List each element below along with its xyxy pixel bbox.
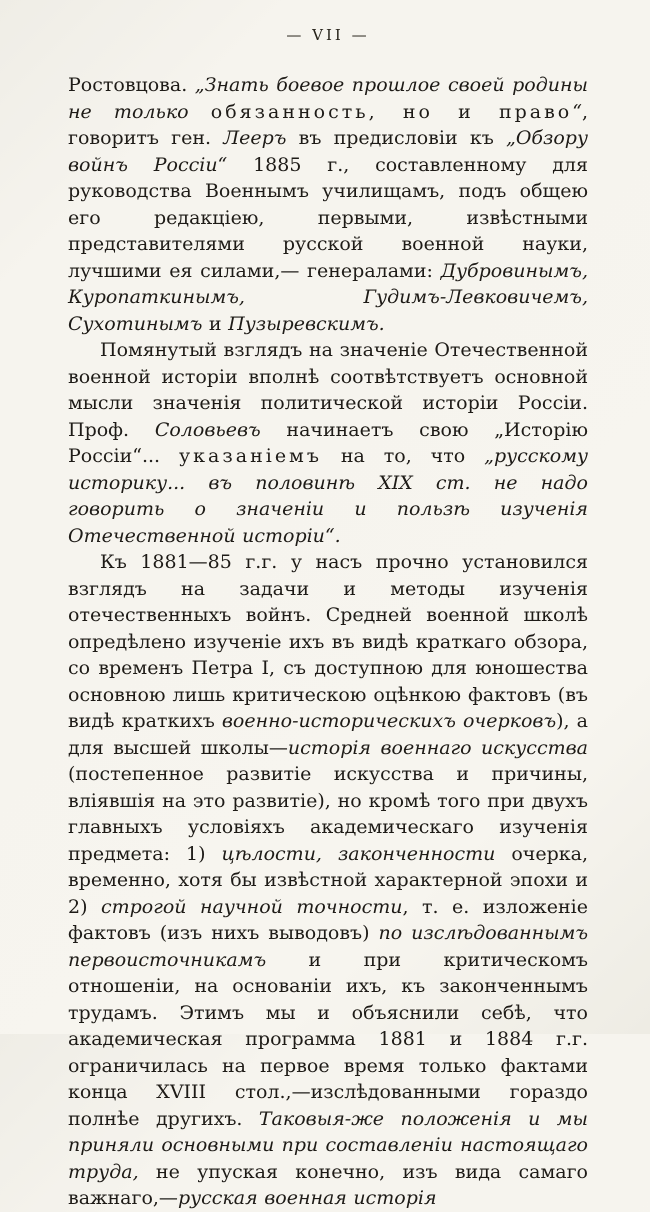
italic-run: цѣлости, законченности [221, 842, 496, 865]
italic-run: Таковыя-же положенія и мы приняли основными при составленіи настоящаго труда, [68, 1107, 588, 1183]
italic-run: “ [572, 100, 582, 123]
text-run: и [202, 312, 229, 335]
letterspaced-run: указаніемъ [179, 445, 322, 467]
text-run: и при критическомъ отношеніи, на основаніи ихъ, къ законченнымъ трудамъ. Этимъ мы и объяснили себѣ, что академическая программа 1881 и 1884 г.г. ограничилась на первое время только фактами конца XVIII стол.,—изслѣдованными гораздо полнѣе другихъ. [68, 948, 588, 1130]
paragraph [68, 337, 588, 549]
italic-run: военно-историческихъ очерковъ [221, 710, 557, 732]
italic-run: „русскому историку... въ половинѣ XIX ст. не надо говорить о значеніи и пользѣ изученія Отечественной исторіи“. [68, 445, 588, 547]
italic-run: Дубровинымъ, Куропаткинымъ, Гудимъ-Левковичемъ, Сухотинымъ [68, 259, 588, 335]
text-run: на то, что [321, 445, 485, 467]
paragraph [68, 72, 588, 337]
italic-run: исторія военнаго искусства [287, 736, 588, 759]
italic-run: Лееръ [223, 127, 287, 149]
text-run: Къ 1881—85 г.г. у насъ прочно установился взглядъ на задачи и методы изученія отечественныхъ войнъ. Средней военной школѣ опредѣлено изученіе ихъ въ видѣ краткаго обзора, со временъ Петра I, съ доступною для юношества основною лишь критическою оцѣнкою фактовъ (въ видѣ краткихъ [68, 551, 588, 732]
text-run: , т. е. изложеніе фактовъ (изъ нихъ выводовъ) [68, 895, 588, 944]
text-run: Помянутый взглядъ на значеніе Отечественной военной исторіи вполнѣ соотвѣтствуетъ основной мысли значенія политической исторіи Россіи. Проф. [68, 339, 588, 441]
italic-run: Соловьевъ [154, 418, 261, 441]
text-run: Ростовцова. [68, 74, 195, 96]
italic-run: „Обзору войнъ Россіи“ [68, 127, 588, 176]
italic-run: Пузыревскимъ. [228, 312, 385, 335]
text-run: въ предисловіи къ [286, 127, 506, 149]
text-run: 1885 г., составленному для руководства Военнымъ училищамъ, подъ общею его редакціею, первыми, извѣстными представителями русской военной науки, лучшими ея силами,— генералами: [68, 153, 588, 282]
page-number-header: — VII — [286, 26, 370, 44]
italic-run: русская военная исторія [177, 1187, 437, 1209]
text-run: очерка, временно, хотя бы извѣстной характерной эпохи и 2) [68, 842, 588, 918]
paragraph [68, 549, 588, 1212]
text-run: ), а для высшей школы— [68, 710, 588, 759]
text-block [68, 72, 588, 1212]
text-run: не упуская конечно, изъ вида самаго важнаго,— [68, 1160, 588, 1209]
text-run: (постепенное развитіе искусства и причины, вліявшія на это развитіе), но кромѣ того при двухъ главныхъ условіяхъ академическаго изученія предмета: 1) [68, 763, 588, 865]
text-run: , говоритъ ген. [68, 100, 588, 149]
italic-run: по изслѣдованнымъ первоисточникамъ [68, 922, 589, 971]
text-run: начинаетъ свою „Исторію Россіи“... [68, 418, 589, 467]
italic-run: „Знать боевое прошлое своей родины не только [68, 74, 589, 123]
italic-run: строгой научной точности [100, 895, 403, 918]
letterspaced-run: обязанность, но и право [210, 100, 573, 123]
